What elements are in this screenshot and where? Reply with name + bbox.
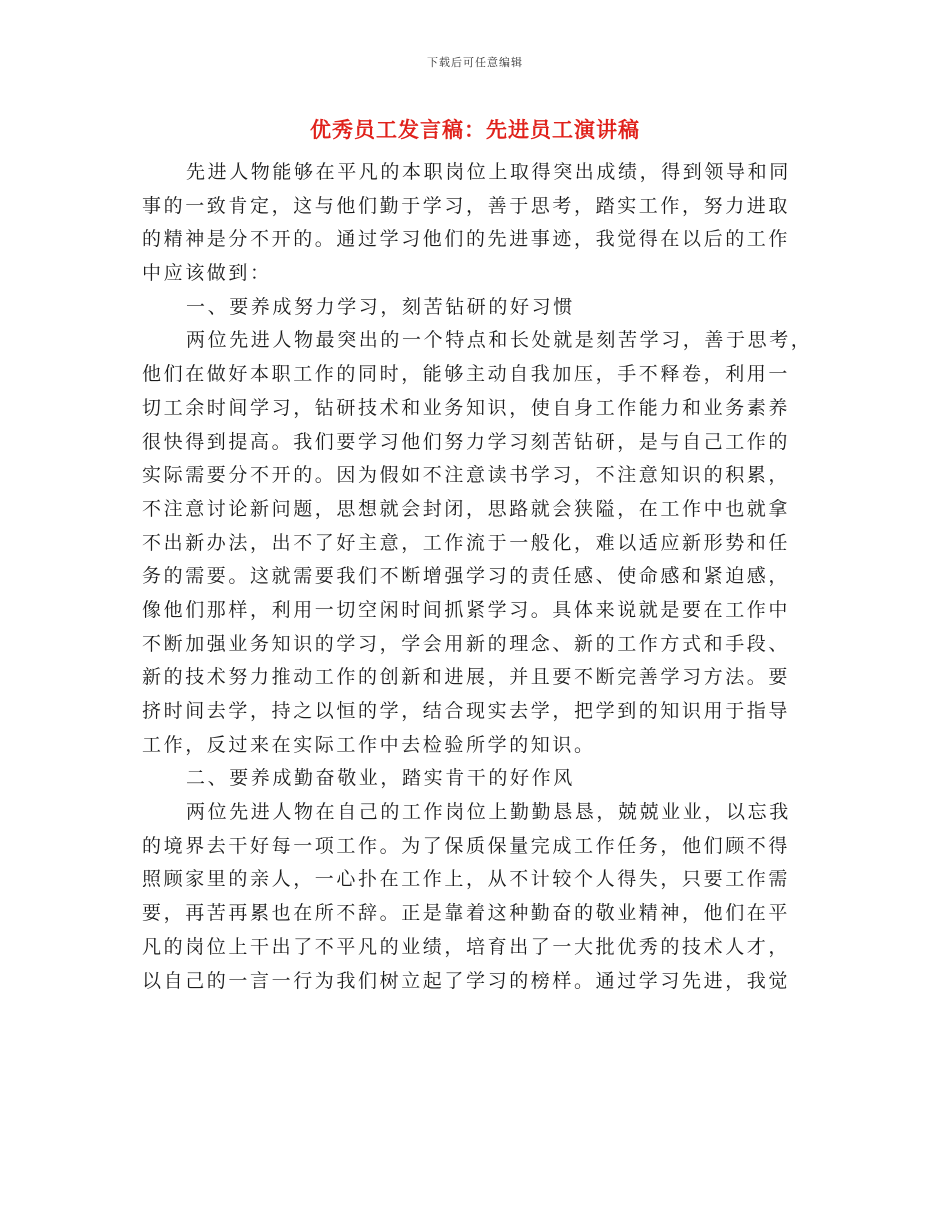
text-line: 实际需要分不开的。因为假如不注意读书学习，不注意知识的积累， bbox=[142, 464, 791, 487]
text-line: 两位先进人物最突出的一个特点和长处就是刻苦学习，善于思考， bbox=[186, 329, 813, 352]
text-line: 新的技术努力推动工作的创新和进展，并且要不断完善学习方法。要 bbox=[142, 666, 791, 689]
text-line: 的境界去干好每一项工作。为了保质保量完成工作任务，他们顾不得 bbox=[142, 834, 791, 857]
document-body bbox=[142, 156, 813, 998]
text-line: 先进人物能够在平凡的本职岗位上取得突出成绩，得到领导和同 bbox=[186, 161, 791, 183]
section-heading: 二、要养成勤奋敬业，踏实肯干的好作风 bbox=[186, 767, 575, 790]
text-line: 事的一致肯定，这与他们勤于学习，善于思考，踏实工作，努力进取 bbox=[142, 194, 791, 217]
text-line: 不断加强业务知识的学习，学会用新的理念、新的工作方式和手段、 bbox=[142, 632, 791, 655]
text-line: 像他们那样，利用一切空闲时间抓紧学习。具体来说就是要在工作中 bbox=[142, 598, 791, 621]
text-line: 不注意讨论新问题，思想就会封闭，思路就会狭隘，在工作中也就拿 bbox=[142, 497, 791, 520]
text-line: 不出新办法，出不了好主意，工作流于一般化，难以适应新形势和任 bbox=[142, 531, 791, 554]
text-line: 要，再苦再累也在所不辞。正是靠着这种勤奋的敬业精神，他们在平 bbox=[142, 902, 791, 925]
header-note: 下载后可任意编辑 bbox=[427, 56, 523, 69]
text-line: 他们在做好本职工作的同时，能够主动自我加压，手不释卷，利用一 bbox=[142, 363, 791, 386]
text-line: 的精神是分不开的。通过学习他们的先进事迹，我觉得在以后的工作 bbox=[142, 228, 791, 251]
text-line: 挤时间去学，持之以恒的学，结合现实去学，把学到的知识用于指导 bbox=[142, 700, 791, 722]
text-line: 照顾家里的亲人，一心扑在工作上，从不计较个人得失，只要工作需 bbox=[142, 868, 791, 891]
text-line: 中应该做到： bbox=[142, 262, 272, 285]
section-heading: 一、要养成努力学习，刻苦钻研的好习惯 bbox=[186, 295, 575, 318]
text-line: 切工余时间学习，钻研技术和业务知识，使自身工作能力和业务素养 bbox=[142, 396, 791, 419]
text-line: 工作，反过来在实际工作中去检验所学的知识。 bbox=[142, 733, 596, 756]
text-line: 以自己的一言一行为我们树立起了学习的榜样。通过学习先进，我觉 bbox=[142, 969, 791, 992]
document-title: 优秀员工发言稿：先进员工演讲稿 bbox=[310, 117, 640, 142]
text-line: 两位先进人物在自己的工作岗位上勤勤恳恳，兢兢业业，以忘我 bbox=[186, 801, 791, 824]
text-line: 凡的岗位上干出了不平凡的业绩，培育出了一大批优秀的技术人才， bbox=[142, 935, 791, 958]
text-line: 务的需要。这就需要我们不断增强学习的责任感、使命感和紧迫感， bbox=[142, 565, 791, 588]
text-line: 很快得到提高。我们要学习他们努力学习刻苦钻研，是与自己工作的 bbox=[142, 430, 791, 453]
